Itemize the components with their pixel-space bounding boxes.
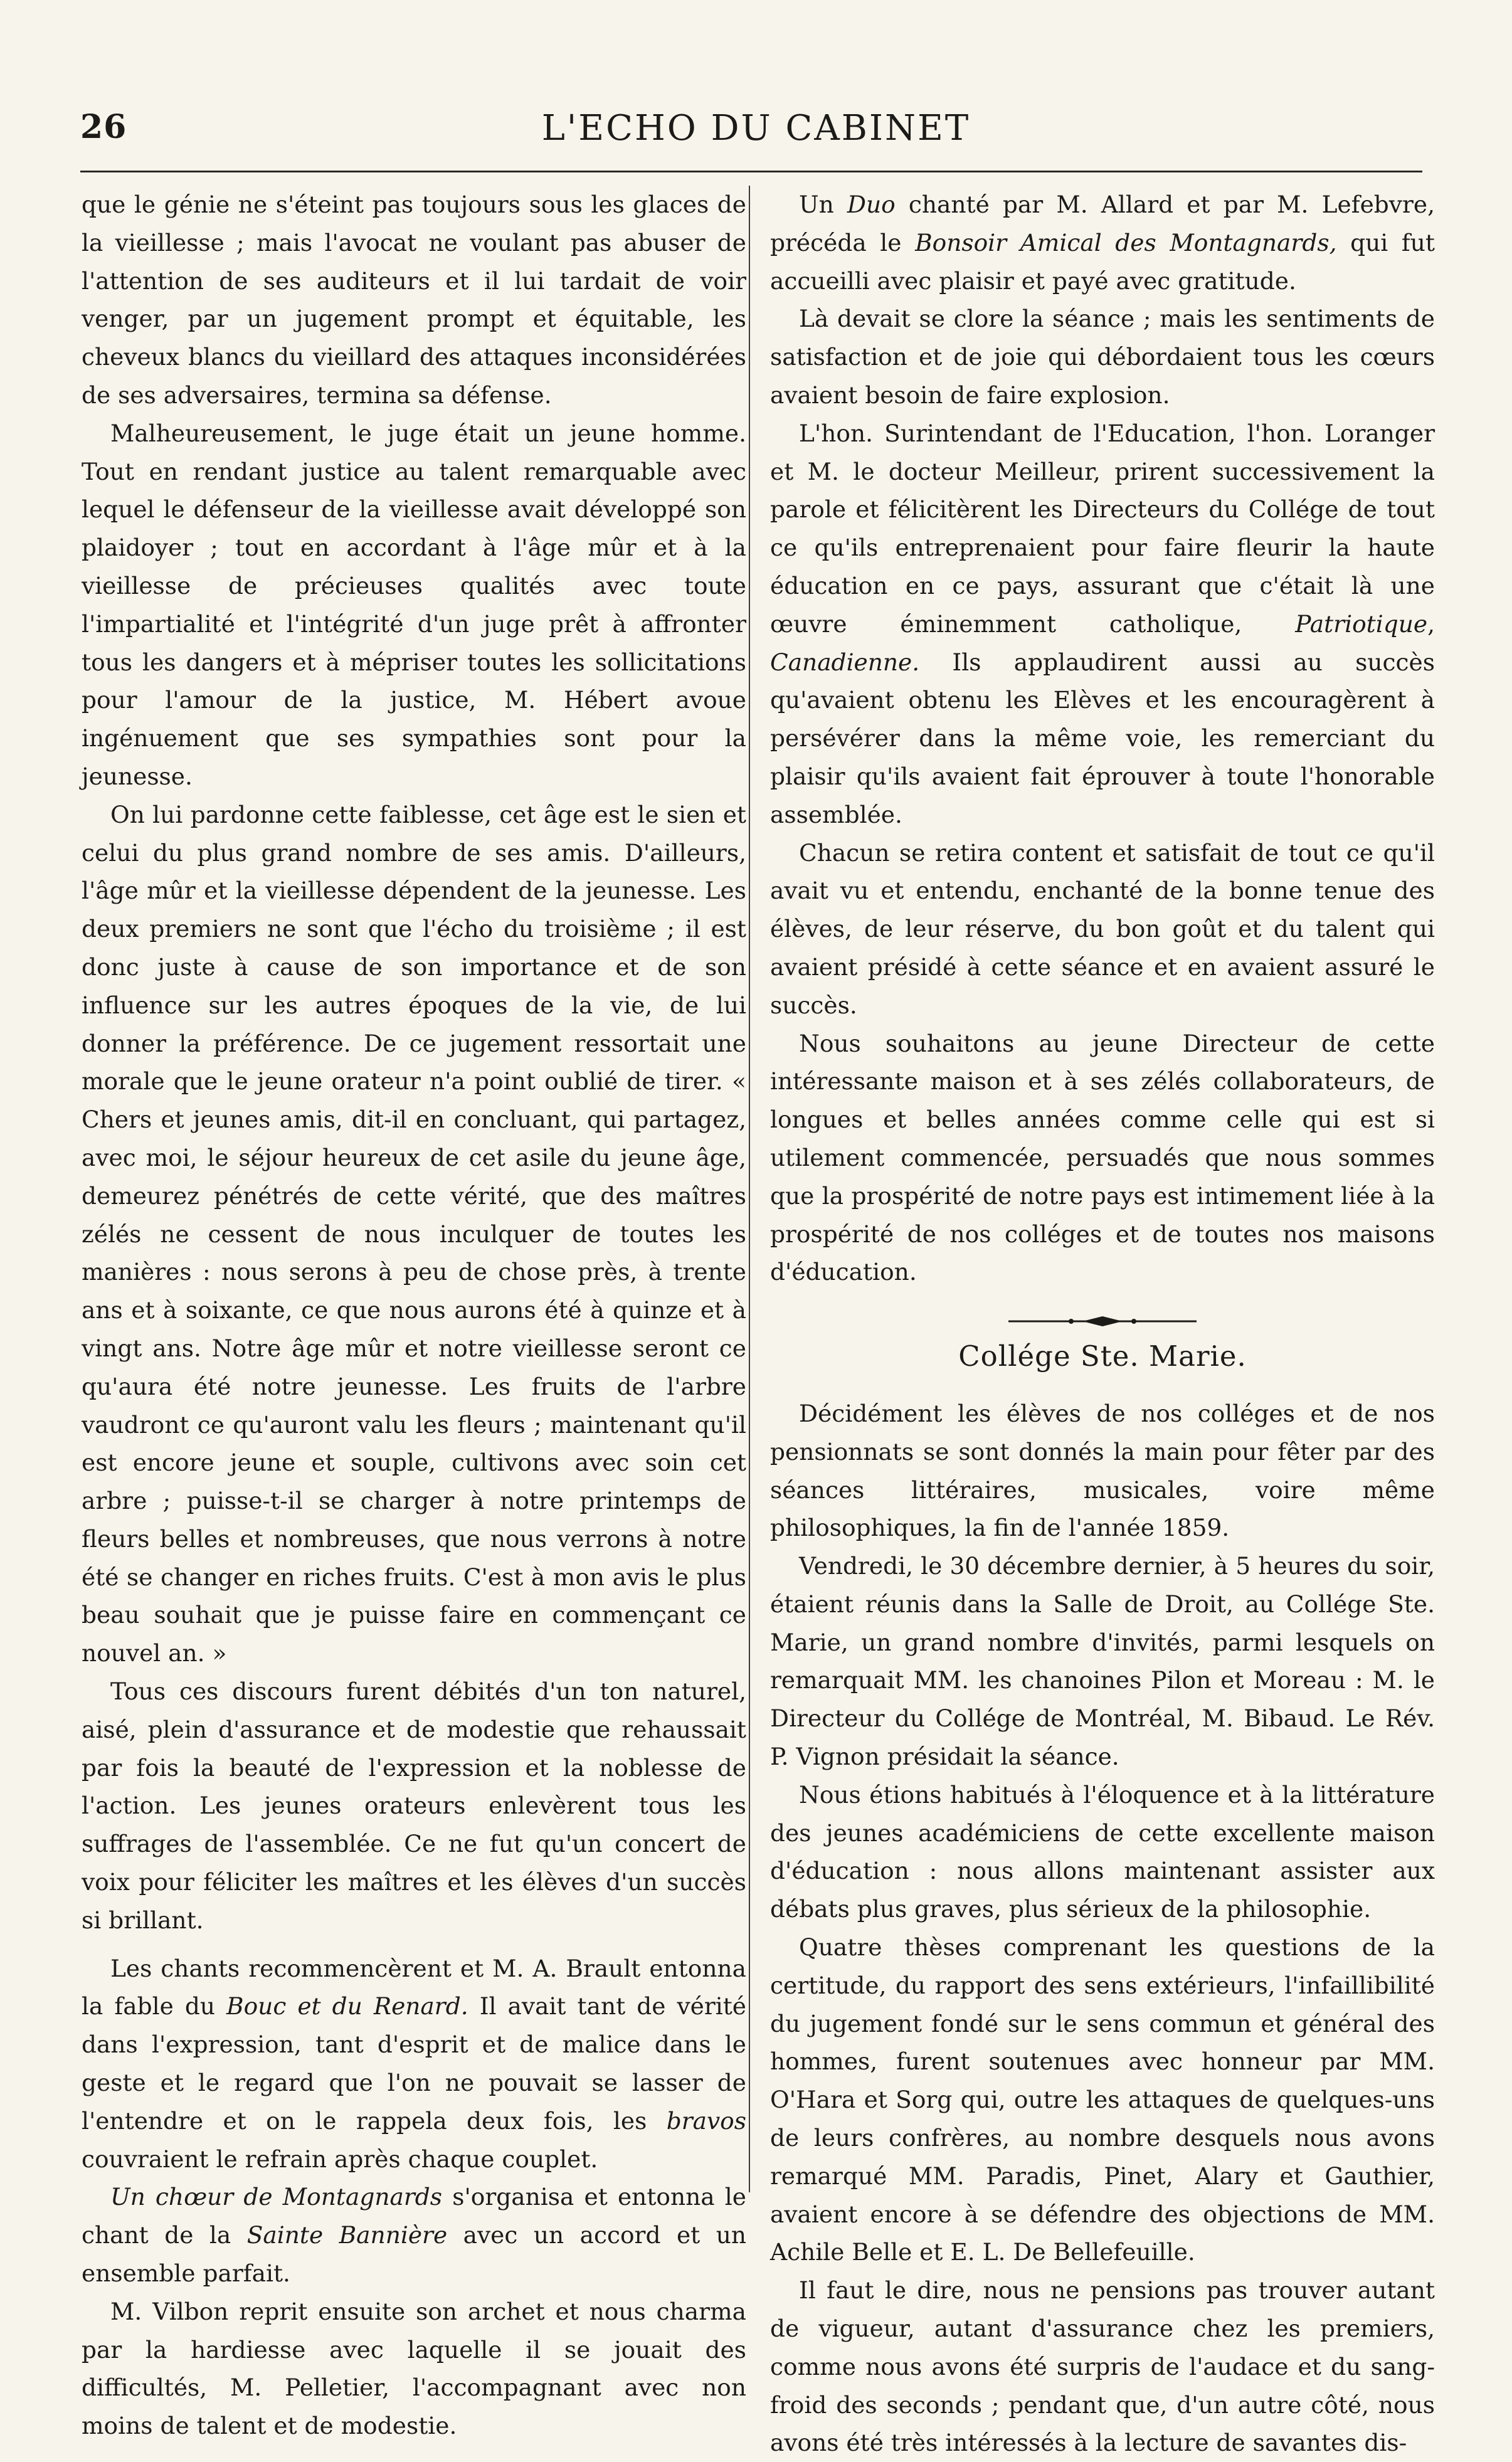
duo-title: Duo <box>847 191 896 218</box>
right-paragraph-5: Nous souhaitons au jeune Directeur de cette intéressante maison et à ses zélés collaborateurs, de longues et belles années comme celle qui est si utilement commencée, persuadés que nous sommes que la prospérité de notre pays est intimement liée à la prospérité de nos colléges et de toutes nos maisons d'éducation. <box>770 1029 1435 1286</box>
right-paragraph-8: Nous étions habitués à l'éloquence et à la littérature des jeunes académiciens de cette excellente maison d'éducation : nous allons maintenant assister aux débats plus graves, plus sérieux de la philosophie. <box>770 1780 1435 1923</box>
section-title: Collége Ste. Marie. <box>958 1339 1247 1373</box>
left-paragraph-5: Les chants recommencèrent et M. A. Brault entonna la fable du Bouc et du Renard. Il avait tant de vérité dans l'expression, tant d'esprit et de malice dans le geste et le regard que l'on ne pouvait se lasser de l'entendre et on le rappela deux fois, les bravos couvraient le refrain après chaque couplet. <box>82 1954 746 2173</box>
fable-title: Bouc et du Renard. <box>226 1992 468 2021</box>
left-paragraph-1: que le génie ne s'éteint pas toujours sous les glaces de la vieillesse ; mais l'avocat ne voulant pas abuser de l'attention de ses auditeurs et il lui tardait de voir venger, par un jugement prompt et équitable, les cheveux blancs du vieillard des attaques inconsidérées de ses adversaires, termina sa défense. <box>82 191 746 409</box>
choir-title: Un chœur de Montagnards <box>110 2183 443 2211</box>
running-head-title: L'ECHO DU CABINET <box>541 108 971 149</box>
right-paragraph-2: Là devait se clore la séance ; mais les sentiments de satisfaction et de joie qui débordaient tous les cœurs avaient besoin de faire explosion. <box>770 305 1435 409</box>
left-paragraph-2: Malheureusement, le juge était un jeune homme. Tout en rendant justice au talent remarquable avec lequel le défenseur de la vieillesse avait développé son plaidoyer ; tout en accordant à l'âge mûr et à la vieillesse de précieuses qualités avec toute l'impartialité et l'intégrité d'un juge prêt à affronter tous les dangers et à mépriser toutes les sollicitations pour l'amour de la justice, M. Hébert avoue ingénuement que ses sympathies sont pour la jeunesse. <box>82 419 746 790</box>
right-paragraph-4: Chacun se retira content et satisfait de tout ce qu'il avait vu et entendu, enchanté de la bonne tenue des élèves, de leur réserve, du bon goût et du talent qui avaient présidé à cette séance et en avaient assuré le succès. <box>770 838 1435 1019</box>
bonsoir-title: Bonsoir Amical des Montagnards, <box>915 228 1337 256</box>
left-paragraph-6: Un chœur de Montagnards s'organisa et entonna le chant de la Sainte Bannière avec un accord et un ensemble parfait. <box>82 2183 746 2288</box>
canadienne-word: Canadienne. <box>770 648 920 676</box>
right-column <box>770 186 1435 2457</box>
left-paragraph-7: M. Vilbon reprit ensuite son archet et nous charma par la hardiesse avec laquelle il se jouait des difficultés, M. Pelletier, l'accompagnant avec non moins de talent et de modestie. <box>82 2297 746 2440</box>
page-number: 26 <box>80 108 127 146</box>
right-paragraph-3: L'hon. Surintendant de l'Education, l'hon. Loranger et M. le docteur Meilleur, prirent successivement la parole et félicitèrent les Directeurs du Collége de tout ce qu'ils entreprenaient pour faire fleurir la haute éducation en ce pays, assurant que c'était là une œuvre éminemment catholique, Patriotique, Canadienne. Ils applaudirent aussi au succès qu'avaient obtenu les Elèves et les encouragèrent à persévérer dans la même voie, les remerciant du plaisir qu'ils avaient fait éprouver à toute l'honorable assemblée. <box>770 419 1435 828</box>
left-paragraph-3: On lui pardonne cette faiblesse, cet âge est le sien et celui du plus grand nombre de ses amis. D'ailleurs, l'âge mûr et la vieillesse dépendent de la jeunesse. Les deux premiers ne sont que l'écho du troisième ; il est donc juste à cause de son importance et de son influence sur les autres époques de la vie, de lui donner la préférence. De ce jugement ressortait une morale que le jeune orateur n'a point oublié de tirer. « Chers et jeunes amis, dit-il en concluant, qui partagez, avec moi, le séjour heureux de cet asile du jeune âge, demeurez pénétrés de cette vérité, que des maîtres zélés ne cessent de nous inculquer de toutes les manières : nous serons à peu de chose près, à trente ans et à soixante, ce que nous aurons été à quinze et à vingt ans. Notre âge mûr et notre vieillesse seront ce qu'aura été notre jeunesse. Les fruits de l'arbre vaudront ce qu'auront valu les fleurs ; maintenant qu'il est encore jeune et souple, cultivons avec soin cet arbre ; puisse-t-il se charger à notre printemps de fleurs belles et nombreuses, que nous verrons à notre été se changer en riches fruits. C'est à mon avis le plus beau souhait que je puisse faire en commençant ce nouvel an. » <box>82 800 746 1667</box>
right-paragraph-1: Un Duo chanté par M. Allard et par M. Lefebvre, précéda le Bonsoir Amical des Montagnards, qui fut accueilli avec plaisir et payé avec gratitude. <box>770 191 1435 295</box>
bravos-word: bravos <box>666 2106 746 2135</box>
left-column <box>82 186 746 2440</box>
banner-title: Sainte Bannière <box>246 2221 448 2249</box>
left-paragraph-4: Tous ces discours furent débités d'un ton naturel, aisé, plein d'assurance et de modestie que rehaussait par fois la beauté de l'expression et la noblesse de l'action. Les jeunes orateurs enlevèrent tous les suffrages de l'assemblée. Ce ne fut qu'un concert de voix pour féliciter les maîtres et les élèves d'un succès si brillant. <box>82 1677 746 1934</box>
header-rule <box>80 171 1422 172</box>
right-paragraph-6: Décidément les élèves de nos colléges et de nos pensionnats se sont donnés la main pour fêter par des séances littéraires, musicales, voire même philosophiques, la fin de l'année 1859. <box>770 1399 1435 1542</box>
column-divider <box>749 186 750 2192</box>
ornament-rule-icon <box>1008 1315 1197 1328</box>
section-ornament <box>770 1309 1435 1334</box>
right-paragraph-10: Il faut le dire, nous ne pensions pas trouver autant de vigueur, autant d'assurance chez les premiers, comme nous avons été surpris de l'audace et du sang-froid des seconds ; pendant que, d'un autre côté, nous avons été très intéressés à la lecture de savantes dis- <box>770 2276 1435 2457</box>
patriotique-word: Patriotique <box>1295 610 1428 638</box>
right-paragraph-7: Vendredi, le 30 décembre dernier, à 5 heures du soir, étaient réunis dans la Salle de Droit, au Collége Ste. Marie, un grand nombre d'invités, parmi lesquels on remarquait MM. les chanoines Pilon et Moreau : M. le Directeur du Collége de Montréal, M. Bibaud. Le Rév. P. Vignon présidait la séance. <box>770 1552 1435 1771</box>
right-paragraph-9: Quatre thèses comprenant les questions de la certitude, du rapport des sens extérieurs, l'infaillibilité du jugement fondé sur le sens commun et général des hommes, furent soutenues avec honneur par MM. O'Hara et Sorg qui, outre les attaques de quelques-uns de leurs confrères, au nombre desquels nous avons remarqué MM. Paradis, Pinet, Alary et Gauthier, avaient encore à se défendre des objections de MM. Achile Belle et E. L. De Bellefeuille. <box>770 1933 1435 2266</box>
